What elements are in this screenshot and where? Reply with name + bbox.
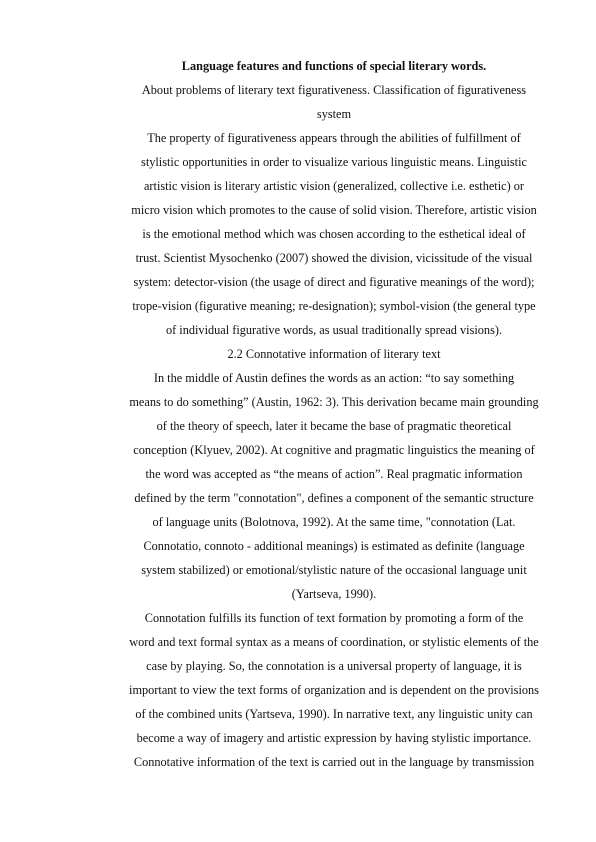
paragraph-line: of language units (Bolotnova, 1992). At the same time, "connotation (Lat. [152,515,516,529]
section-heading-line: About problems of literary text figurativeness. Classification of figurativeness [141,83,527,97]
paragraph-line: important to view the text forms of organization and is dependent on the provisions [129,683,539,697]
section-heading-line: system [316,107,352,121]
paragraph-line: conception (Klyuev, 2002). At cognitive and pragmatic linguistics the meaning of [133,443,535,457]
paragraph-line: of individual figurative words, as usual traditionally spread visions). [165,323,503,337]
paragraph-line: The property of figurativeness appears through the abilities of fulfillment of [147,131,521,145]
paragraph-line: the word was accepted as “the means of action”. Real pragmatic information [145,467,523,481]
paragraph-line: Connotatio, connoto - additional meanings) is estimated as definite (language [143,539,525,553]
document-title: Language features and functions of special literary words. [181,59,487,73]
paragraph-line: system: detector-vision (the usage of direct and figurative meanings of the word); [133,275,535,289]
section-heading: 2.2 Connotative information of literary text [227,347,441,361]
paragraph-line: case by playing. So, the connotation is a universal property of language, it is [146,659,522,673]
paragraph-line: stylistic opportunities in order to visualize various linguistic means. Linguistic [141,155,527,169]
paragraph-line: Connotation fulfills its function of text formation by promoting a form of the [144,611,524,625]
paragraph-line: Connotative information of the text is carried out in the language by transmission [133,755,535,769]
paragraph-line: micro vision which promotes to the cause of solid vision. Therefore, artistic vision [131,203,537,217]
paragraph-line: defined by the term "connotation", defines a component of the semantic structure [134,491,534,505]
paragraph-line: of the theory of speech, later it became the base of pragmatic theoretical [156,419,512,433]
paragraph-line: is the emotional method which was chosen according to the esthetical ideal of [142,227,526,241]
paragraph-line: artistic vision is literary artistic vision (generalized, collective i.e. esthetic) or [143,179,525,193]
paragraph-line: of the combined units (Yartseva, 1990). In narrative text, any linguistic unity can [135,707,533,721]
paragraph-line: system stabilized) or emotional/stylistic nature of the occasional language unit [141,563,527,577]
paragraph-line: In the middle of Austin defines the words as an action: “to say something [153,371,515,385]
paragraph-line: trust. Scientist Mysochenko (2007) showed the division, vicissitude of the visual [135,251,533,265]
paragraph-line: become a way of imagery and artistic expression by having stylistic importance. [136,731,532,745]
paragraph-line: means to do something” (Austin, 1962: 3). This derivation became main grounding [129,395,539,409]
paragraph-line: word and text formal syntax as a means of coordination, or stylistic elements of the [129,635,539,649]
paragraph-line: (Yartseva, 1990). [291,587,377,601]
paragraph-line: trope-vision (figurative meaning; re-designation); symbol-vision (the general type [132,299,536,313]
